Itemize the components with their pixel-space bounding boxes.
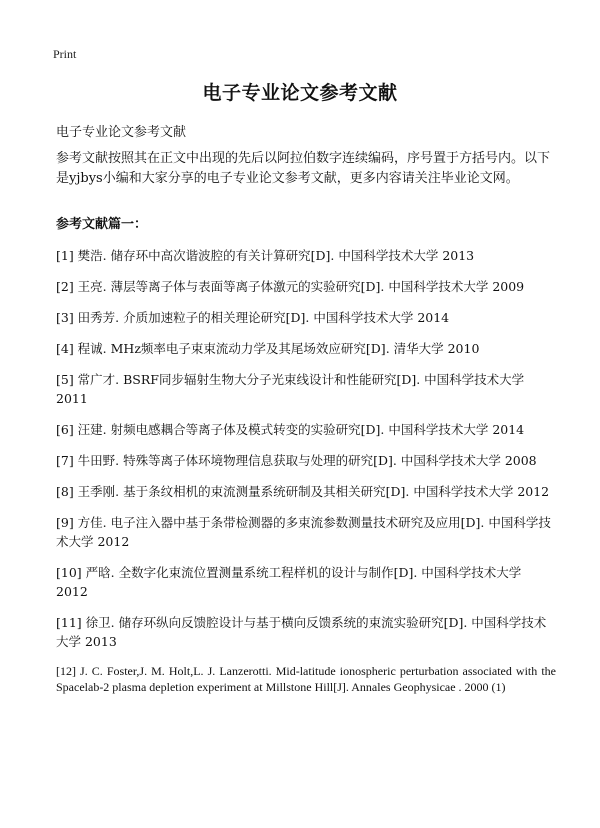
reference-list: [56, 246, 556, 707]
reference-item: [10] 严晗. 全数字化束流位置测量系统工程样机的设计与制作[D]. 中国科学技术大学 2012: [56, 565, 522, 599]
reference-item: [9] 方佳. 电子注入器中基于条带检测器的多束流参数测量技术研究及应用[D]. 中国科学技术大学 2012: [56, 515, 551, 549]
intro-paragraph: 参考文献按照其在正文中出现的先后以阿拉伯数字连续编码，序号置于方括号内。以下是yjbys小编和大家分享的电子专业论文参考文献，更多内容请关注毕业论文网。: [56, 151, 551, 186]
reference-item: [6] 汪建. 射频电感耦合等离子体及模式转变的实验研究[D]. 中国科学技术大学 2014: [56, 422, 525, 437]
reference-item: [5] 常广才. BSRF同步辐射生物大分子光束线设计和性能研究[D]. 中国科学技术大学 2011: [56, 372, 525, 406]
reference-item: [1] 樊浩. 储存环中高次谐波腔的有关计算研究[D]. 中国科学技术大学 2013: [56, 248, 475, 263]
reference-item: [2] 王亮. 薄层等离子体与表面等离子体激元的实验研究[D]. 中国科学技术大学 2009: [56, 279, 525, 294]
reference-item: [7] 牛田野. 特殊等离子体环境物理信息获取与处理的研究[D]. 中国科学技术大学 2008: [56, 453, 537, 468]
reference-item: [11] 徐卫. 储存环纵向反馈腔设计与基于横向反馈系统的束流实验研究[D]. 中国科学技术大学 2013: [56, 615, 547, 649]
section-heading: 参考文献篇一：: [56, 217, 148, 232]
page-title: 电子专业论文参考文献: [202, 82, 398, 104]
reference-item: [3] 田秀芳. 介质加速粒子的相关理论研究[D]. 中国科学技术大学 2014: [56, 310, 450, 325]
reference-item: [4] 程诚. MHz频率电子束束流动力学及其尾场效应研究[D]. 清华大学 2010: [56, 341, 480, 356]
reference-item: [12] J. C. Foster,J. M. Holt,L. J. Lanzerotti. Mid-latitude ionospheric perturbation associated with the Spacelab-2 plasma depletion experiment at Millstone Hill[J]. Annales Geophysicae . 2000 (1): [56, 664, 556, 694]
print-link[interactable]: Print: [53, 47, 77, 61]
subtitle: 电子专业论文参考文献: [56, 125, 187, 140]
reference-item: [8] 王季刚. 基于条纹相机的束流测量系统研制及其相关研究[D]. 中国科学技术大学 2012: [56, 484, 550, 499]
